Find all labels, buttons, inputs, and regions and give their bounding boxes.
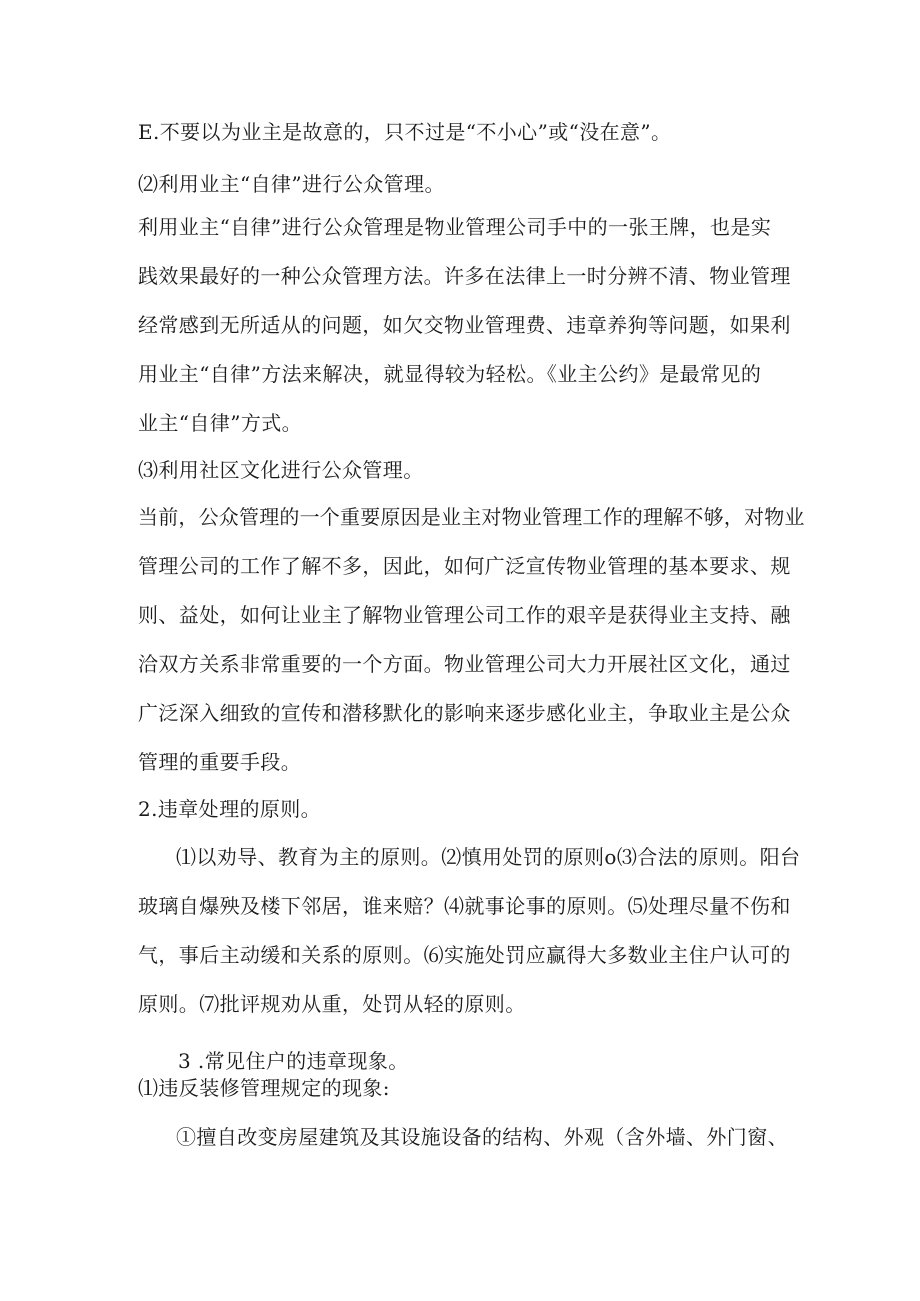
paragraph-line: ①擅自改变房屋建筑及其设施设备的结构、外观（含外墙、外门窗、 bbox=[176, 1125, 788, 1149]
paragraph-line: 管理的重要手段。 bbox=[138, 750, 302, 774]
paragraph-line: 原则。⑺批评规劝从重，处罚从轻的原则。 bbox=[138, 992, 526, 1016]
section-heading: 2.违章处理的原则。 bbox=[138, 797, 322, 821]
subsection-heading: ⑴违反装修管理规定的现象: bbox=[138, 1076, 390, 1100]
paragraph-line: 业主“自律”方式。 bbox=[138, 411, 303, 435]
paragraph-line: 经常感到无所适从的问题，如欠交物业管理费、违章养狗等问题，如果利 bbox=[138, 313, 791, 337]
paragraph-line: 玻璃自爆殃及楼下邻居，谁来赔？⑷就事论事的原则。⑸处理尽量不伤和 bbox=[138, 894, 791, 918]
section-heading: ⑶利用社区文化进行公众管理。 bbox=[138, 458, 424, 482]
paragraph-line: 气，事后主动缓和关系的原则。⑹实施处罚应赢得大多数业主住户认可的 bbox=[138, 943, 791, 967]
text-line: ⑵利用业主“自律”进行公众管理。 bbox=[138, 172, 445, 196]
paragraph-line: 践效果最好的一种公众管理方法。许多在法律上一时分辨不清、物业管理 bbox=[138, 264, 791, 288]
paragraph-line: 则、益处，如何让业主了解物业管理公司工作的艰辛是获得业主支持、融 bbox=[138, 603, 791, 627]
paragraph-line: 广泛深入细致的宣传和潜移默化的影响来逐步感化业主，争取业主是公众 bbox=[138, 701, 791, 725]
paragraph-line: 用业主“自律”方法来解决，就显得较为轻松。《业主公约》是最常见的 bbox=[138, 362, 762, 386]
paragraph-line: 洽双方关系非常重要的一个方面。物业管理公司大力开展社区文化，通过 bbox=[138, 652, 791, 676]
paragraph-line: 管理公司的工作了解不多，因此，如何广泛宣传物业管理的基本要求、规 bbox=[138, 554, 791, 578]
paragraph-line: 当前，公众管理的一个重要原因是业主对物业管理工作的理解不够，对物业 bbox=[138, 505, 805, 529]
section-heading: 3 .常见住户的违章现象。 bbox=[178, 1049, 409, 1073]
paragraph-line: ⑴以劝导、教育为主的原则。⑵慎用处罚的原则o⑶合法的原则。阳台 bbox=[176, 845, 801, 869]
text-line: E.不要以为业主是故意的，只不过是“不小心”或“没在意”。 bbox=[138, 120, 672, 144]
paragraph-line: 利用业主“自律”进行公众管理是物业管理公司手中的一张王牌，也是实 bbox=[138, 215, 772, 239]
